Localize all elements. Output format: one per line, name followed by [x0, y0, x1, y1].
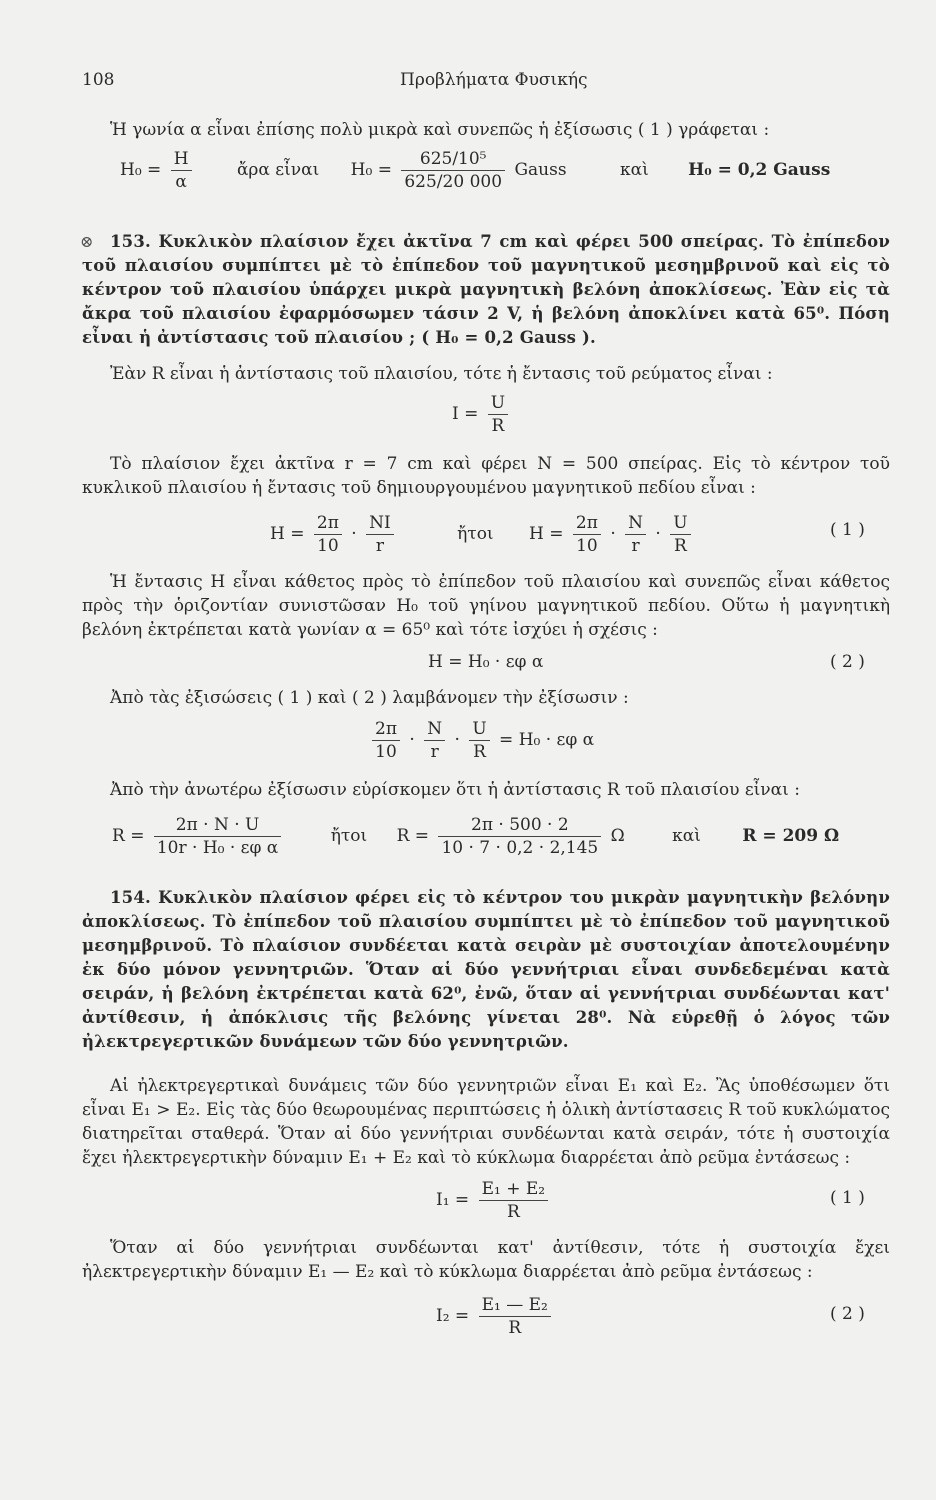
numerator: U [670, 512, 690, 535]
numerator: U [488, 392, 508, 415]
eq-lhs: H = [270, 524, 305, 544]
numerator: H [171, 148, 192, 171]
problem-153-s2: Τὸ πλαίσιον ἔχει ἀκτῖνα r = 7 cm καὶ φέρει N = 500 σπείρας. Εἰς τὸ κέντρον τοῦ κυκλικοῦ πλαισίου ἡ ἔντασις τοῦ δημιουργουμένου μαγνητικοῦ πεδίου εἶναι : [82, 454, 890, 498]
denominator: 10 · 7 · 0,2 · 2,145 [441, 838, 599, 858]
denominator: R [508, 1318, 522, 1338]
equation-resistance [112, 814, 839, 859]
fraction [438, 814, 601, 859]
problem-153-s1: Ἐὰν R εἶναι ἡ ἀντίστασις τοῦ πλαισίου, τότε ἡ ἔντασις τοῦ ρεύματος εἶναι : [110, 364, 773, 384]
numerator: 2π [372, 718, 400, 741]
equation-combined [368, 718, 594, 763]
denominator: 10 [375, 742, 397, 762]
eq-lhs: I₂ = [436, 1306, 470, 1326]
eq-lhs: I = [452, 404, 479, 424]
numerator: 2π [573, 512, 601, 535]
numerator: 625/10⁵ [401, 148, 505, 171]
eq-text: καὶ [672, 826, 701, 846]
eq-lhs: I₁ = [436, 1190, 470, 1210]
margin-mark-icon: ⊗ [80, 232, 94, 251]
fraction [401, 148, 505, 193]
denominator: r [430, 742, 439, 762]
eq-result: R = 209 Ω [742, 826, 840, 846]
denominator: 10 [317, 536, 339, 556]
page-number: 108 [82, 70, 115, 90]
numerator: 2π · 500 · 2 [438, 814, 601, 837]
eq-result: H₀ = 0,2 Gauss [688, 160, 831, 180]
denominator: R [491, 416, 505, 436]
operator: · [610, 524, 616, 544]
denominator: 10 [576, 536, 598, 556]
eq-lhs: H = [529, 524, 564, 544]
numerator: U [469, 718, 489, 741]
fraction [154, 814, 281, 859]
equation-number: ( 1 ) [830, 520, 865, 540]
equation-number: ( 2 ) [830, 1304, 865, 1324]
fraction [573, 512, 601, 557]
numerator: N [625, 512, 646, 535]
operator: · [655, 524, 661, 544]
fraction [488, 392, 508, 437]
denominator: R [506, 1202, 520, 1222]
problem-153-s4: Ἀπὸ τὰς ἐξισώσεις ( 1 ) καὶ ( 2 ) λαμβάνομεν τὴν ἐξίσωσιν : [110, 688, 629, 708]
denominator: α [175, 172, 187, 192]
fraction [479, 1178, 549, 1223]
eq-text: ἤτοι [330, 826, 368, 846]
numerator: E₁ + E₂ [479, 1178, 549, 1201]
unit: Gauss [514, 160, 567, 180]
eq-text: καὶ [619, 160, 649, 180]
operator: · [409, 730, 415, 750]
eq-lhs: R = [396, 826, 430, 846]
denominator: R [673, 536, 687, 556]
problem-154-s1: Αἱ ἠλεκτρεγερτικαὶ δυνάμεις τῶν δύο γεννητριῶν εἶναι E₁ καὶ E₂. Ἂς ὑποθέσωμεν ὅτι εἶναι E₁ > E₂. Εἰς τὰς δύο θεωρουμένας περιπτώσεις ἡ ὁλικὴ ἀντίστασεις R τοῦ κυκλώματος διατηρεῖται σταθερά. Ὅταν αἱ δύο γεννήτριαι συνδέωνται κατὰ σειράν, τότε ἡ συστοιχία ἔχει ἠλεκτρεγερτικὴν δύναμιν E₁ + E₂ καὶ τὸ κύκλωμα διαρρέεται ἀπὸ ρεῦμα ἐντάσεως : [82, 1076, 890, 1168]
equation-current [452, 392, 512, 437]
page-header [82, 70, 882, 100]
fraction [314, 512, 342, 557]
numerator: 2π · N · U [154, 814, 281, 837]
fraction [469, 718, 489, 763]
fraction [171, 148, 192, 193]
equation-2: H = H₀ · εφ α [428, 652, 544, 672]
numerator: NI [366, 512, 394, 535]
unit: Ω [610, 826, 625, 846]
equation-I1 [436, 1178, 552, 1223]
problem-154-statement: 154. Κυκλικὸν πλαίσιον φέρει εἰς τὸ κέντρον του μικρὰν μαγνητικὴν βελόνην ἀποκλίσεως. Τὸ ἐπίπεδον τοῦ πλαισίου συμπίπτει μὲ τὸ ἐπίπεδον τοῦ μαγνητικοῦ μεσημβρινοῦ. Τὸ πλαίσιον συνδέεται κατὰ σειρὰν μὲ συστοιχίαν ἀποτελουμένην ἐκ δύο μόνον γεννητριῶν. Ὅταν αἱ δύο γεννήτριαι εἶναι συνδεδεμέναι κατὰ σειράν, ἡ βελόνη ἐκτρέπεται κατὰ 62⁰, ἐνῶ, ὅταν αἱ γεννήτριαι συνδέωνται κατ' ἀντίθεσιν, ἡ ἀπόκλισις τῆς βελόνης γίνεται 28⁰. Νὰ εὑρεθῇ ὁ λόγος τῶν ἠλεκτρεγερτικῶν δυνάμεων τῶν δύο γεννητριῶν. [82, 888, 890, 1051]
fraction [366, 512, 394, 557]
numerator: 2π [314, 512, 342, 535]
equation-number: ( 2 ) [830, 652, 865, 672]
denominator: 625/20 000 [404, 172, 503, 192]
eq-lhs: H₀ = [120, 160, 162, 180]
problem-154-s2: Ὅταν αἱ δύο γεννήτριαι συνδέωνται κατ' ἀντίθεσιν, τότε ἡ συστοιχία ἔχει ἠλεκτρεγερτικὴν δύναμιν E₁ — E₂ καὶ τὸ κύκλωμα διαρρέεται ἀπὸ ρεῦμα ἐντάσεως : [82, 1238, 890, 1282]
operator: · [351, 524, 357, 544]
fraction [670, 512, 690, 557]
eq-lhs: R = [112, 826, 145, 846]
eq-lhs: H₀ = [350, 160, 392, 180]
intro-equation [120, 148, 830, 193]
fraction [479, 1294, 551, 1339]
problem-153-statement: 153. Κυκλικὸν πλαίσιον ἔχει ἀκτῖνα 7 cm καὶ φέρει 500 σπείρας. Τὸ ἐπίπεδον τοῦ πλαισίου συμπίπτει μὲ τὸ ἐπίπεδον τοῦ μαγνητικοῦ μεσημβρινοῦ καὶ εἰς τὸ κέντρον τοῦ πλαισίου ὑπάρχει μικρὰ μαγνητικὴ βελόνη ἀποκλίσεως. Ἐὰν εἰς τὰ ἄκρα τοῦ πλαισίου ἐφαρμόσωμεν τάσιν 2 V, ἡ βελόνη ἀποκλίνει κατὰ 65⁰. Πόση εἶναι ἡ ἀντίστασις τοῦ πλαισίου ; ( H₀ = 0,2 Gauss ). [82, 232, 890, 347]
numerator: E₁ — E₂ [479, 1294, 551, 1317]
eq-rhs: = H₀ · εφ α [499, 730, 595, 750]
running-title: Προβλήματα Φυσικής [400, 70, 588, 90]
denominator: 10r · H₀ · εφ α [156, 838, 279, 858]
fraction [372, 718, 400, 763]
denominator: r [375, 536, 384, 556]
fraction [625, 512, 646, 557]
equation-1 [270, 512, 695, 557]
denominator: R [473, 742, 486, 762]
fraction [424, 718, 445, 763]
intro-line: Ἡ γωνία α εἶναι ἐπίσης πολὺ μικρὰ καὶ συνεπῶς ἡ ἐξίσωσις ( 1 ) γράφεται : [110, 120, 770, 140]
problem-153-s3: Ἡ ἔντασις H εἶναι κάθετος πρὸς τὸ ἐπίπεδον τοῦ πλαισίου καὶ συνεπῶς εἶναι κάθετος πρὸς τὴν ὁριζοντίαν συνιστῶσαν H₀ τοῦ γηίνου μαγνητικοῦ πεδίου. Οὕτω ἡ μαγνητικὴ βελόνη ἐκτρέπεται κατὰ γωνίαν α = 65⁰ καὶ τότε ἰσχύει ἡ σχέσις : [82, 572, 890, 640]
equation-number: ( 1 ) [830, 1188, 865, 1208]
operator: · [454, 730, 460, 750]
problem-153-s5: Ἀπὸ τὴν ἀνωτέρω ἐξίσωσιν εὑρίσκομεν ὅτι ἡ ἀντίστασις R τοῦ πλαισίου εἶναι : [110, 780, 800, 800]
numerator: N [424, 718, 445, 741]
eq-text: ἄρα εἶναι [236, 160, 320, 180]
denominator: r [631, 536, 640, 556]
eq-text: ἤτοι [457, 524, 494, 544]
equation-I2 [436, 1294, 555, 1339]
